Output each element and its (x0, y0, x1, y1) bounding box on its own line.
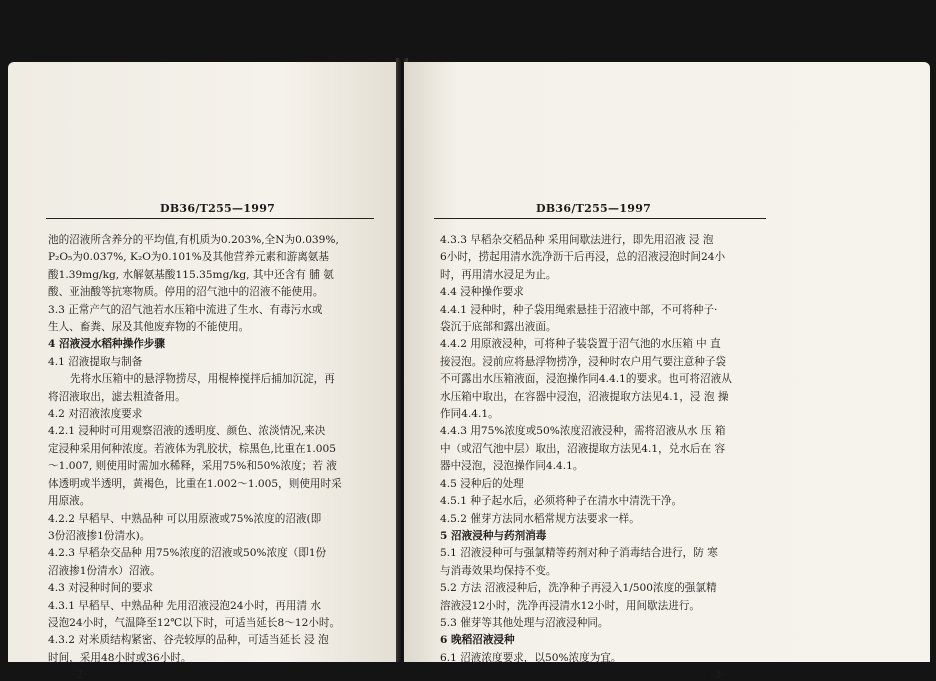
text-line: 与消毒效果均保持不变。 (440, 564, 557, 577)
text-line: 沼液掺1份清水）沼液。 (48, 564, 161, 577)
text-line: 5.2 方法 沼液浸种后，洗净种子再浸入1/500浓度的强氯精 (440, 582, 717, 595)
text-line: 5.3 催芽等其他处理与沼液浸种同。 (440, 616, 609, 629)
text-line: 4.2.2 早稻早、中熟品种 可以用原液或75%浓度的沼液(即 (48, 512, 322, 525)
text-line: 6小时，捞起用清水洗净沥干后再浸，总的沼液浸泡时间24小 (440, 251, 726, 264)
text-line: 袋沉于底部和露出液面。 (440, 321, 557, 334)
text-line: 5.1 沼液浸种可与强氯精等药剂对种子消毒结合进行，防 寒 (440, 547, 718, 560)
text-line: 器中浸泡，浸泡操作同4.4.1。 (440, 460, 584, 473)
section-heading: 5 沼液浸种与药剂消毒 (440, 529, 547, 542)
page-number: ·3· (710, 668, 726, 681)
text-line: 不可露出水压箱液面，浸泡操作同4.4.1的要求。也可将沼液从 (440, 373, 732, 386)
text-line: 用原液。 (48, 495, 91, 508)
text-line: 4.4.1 浸种时，种子袋用绳索悬挂于沼液中部，不可将种子· (440, 303, 718, 316)
text-line: 接浸泡。浸前应将悬浮物捞净，浸种时农户用气要注意种子袋 (440, 355, 727, 368)
text-line: 4.4.3 用75%浓度或50%浓度沼液浸种，需将沼液从水 压 箱 (440, 425, 726, 438)
text-line: ～1.007, 则使用时需加水稀释，采用75%和50%浓度；若 液 (48, 460, 337, 473)
text-line: 酸1.39mg/kg, 水解氨基酸115.35mg/kg, 其中还含有 脯 氨 (48, 268, 334, 281)
text-line: 作同4.4.1。 (440, 408, 499, 421)
text-line: 水压箱中取出，在容器中浸泡，沼液提取方法见4.1，浸 泡 操 (440, 390, 729, 403)
text-line: 溶液浸12小时，洗净再浸清水12小时，用间歇法进行。 (440, 599, 701, 612)
text-line: 4.3.2 对米质结构紧密、谷壳较厚的品种，可适当延长 浸 泡 (48, 634, 329, 647)
text-line: P₂O₅为0.037%, K₂O为0.101%及其他营养元素和游离氨基 (48, 251, 329, 264)
text-line: 定浸种采用何种浓度。若液体为乳胶状，棕黑色,比重在1.005 (48, 442, 336, 455)
text-line: 4.3.1 早稻早、中熟品种 先用沼液浸泡24小时，再用清 水 (48, 599, 322, 612)
text-line: 4.5 浸种后的处理 (440, 477, 524, 490)
page-body (440, 232, 768, 667)
text-line: 4.1 沼液提取与制备 (48, 355, 143, 368)
text-line: 时间，采用48小时或36小时。 (48, 651, 192, 664)
text-line: 生人、畜粪、尿及其他废弃物的不能使用。 (48, 321, 250, 334)
text-line: 酸、亚油酸等抗寒物质。停用的沼气池中的沼液不能使用。 (48, 286, 324, 299)
text-line: 3份沼液掺1份清水)。 (48, 529, 151, 542)
right-page (404, 62, 930, 681)
text-line: 4.4 浸种操作要求 (440, 286, 524, 299)
text-line: 浸泡24小时，气温降至12℃以下时，可适当延长8～12小时。 (48, 616, 341, 629)
text-line: 4.2.3 早稻杂交品种 用75%浓度的沼液或50%浓度（即1份 (48, 547, 327, 560)
section-heading: 4 沼液浸水稻种操作步骤 (48, 338, 165, 351)
page-header: DB36/T255—1997 (160, 202, 276, 215)
text-line: 3.3 正常产气的沼气池若水压箱中流进了生水、有毒污水或 (48, 303, 323, 316)
text-line: 6.1 沼液浓度要求，以50%浓度为宜。 (440, 651, 622, 664)
text-line: 4.2.1 浸种时可用观察沼液的透明度、颜色、浓淡情况,来决 (48, 425, 326, 438)
text-line: 4.5.1 种子起水后，必须将种子在清水中清洗干净。 (440, 495, 683, 508)
text-line: 将沼液取出，滤去粗渣备用。 (48, 390, 186, 403)
page-header: DB36/T255—1997 (536, 202, 652, 215)
text-line: 4.5.2 催芽方法同水稻常规方法要求一样。 (440, 512, 640, 525)
text-line: 先将水压箱中的悬浮物捞尽，用棍棒搅拌后捕加沉淀，再 (70, 373, 335, 386)
header-rule (46, 218, 374, 219)
text-line: 4.2 对沼液浓度要求 (48, 408, 143, 421)
text-line: 4.3 对浸种时间的要求 (48, 582, 153, 595)
page-number: ·2· (72, 668, 88, 681)
text-line: 中（或沼气池中层）取出，沼液提取方法见4.1，兑水后在 容 (440, 442, 726, 455)
text-line: 时，再用清水浸足为止。 (440, 268, 557, 281)
text-line: 4.3.3 早稻杂交稻品种 采用间歇法进行，即先用沼液 浸 泡 (440, 234, 714, 246)
section-heading: 6 晚稻沼液浸种 (440, 634, 515, 647)
text-line: 体透明或半透明，黄褐色，比重在1.002～1.005，则使用时采 (48, 477, 342, 490)
left-page (8, 62, 400, 681)
text-line: 池的沼液所含养分的平均值,有机质为0.203%,全N为0.039%, (48, 234, 339, 246)
text-line: 4.4.2 用原液浸种，可将种子装袋置于沼气池的水压箱 中 直 (440, 338, 721, 351)
page-body (48, 232, 370, 667)
header-rule (434, 218, 766, 219)
